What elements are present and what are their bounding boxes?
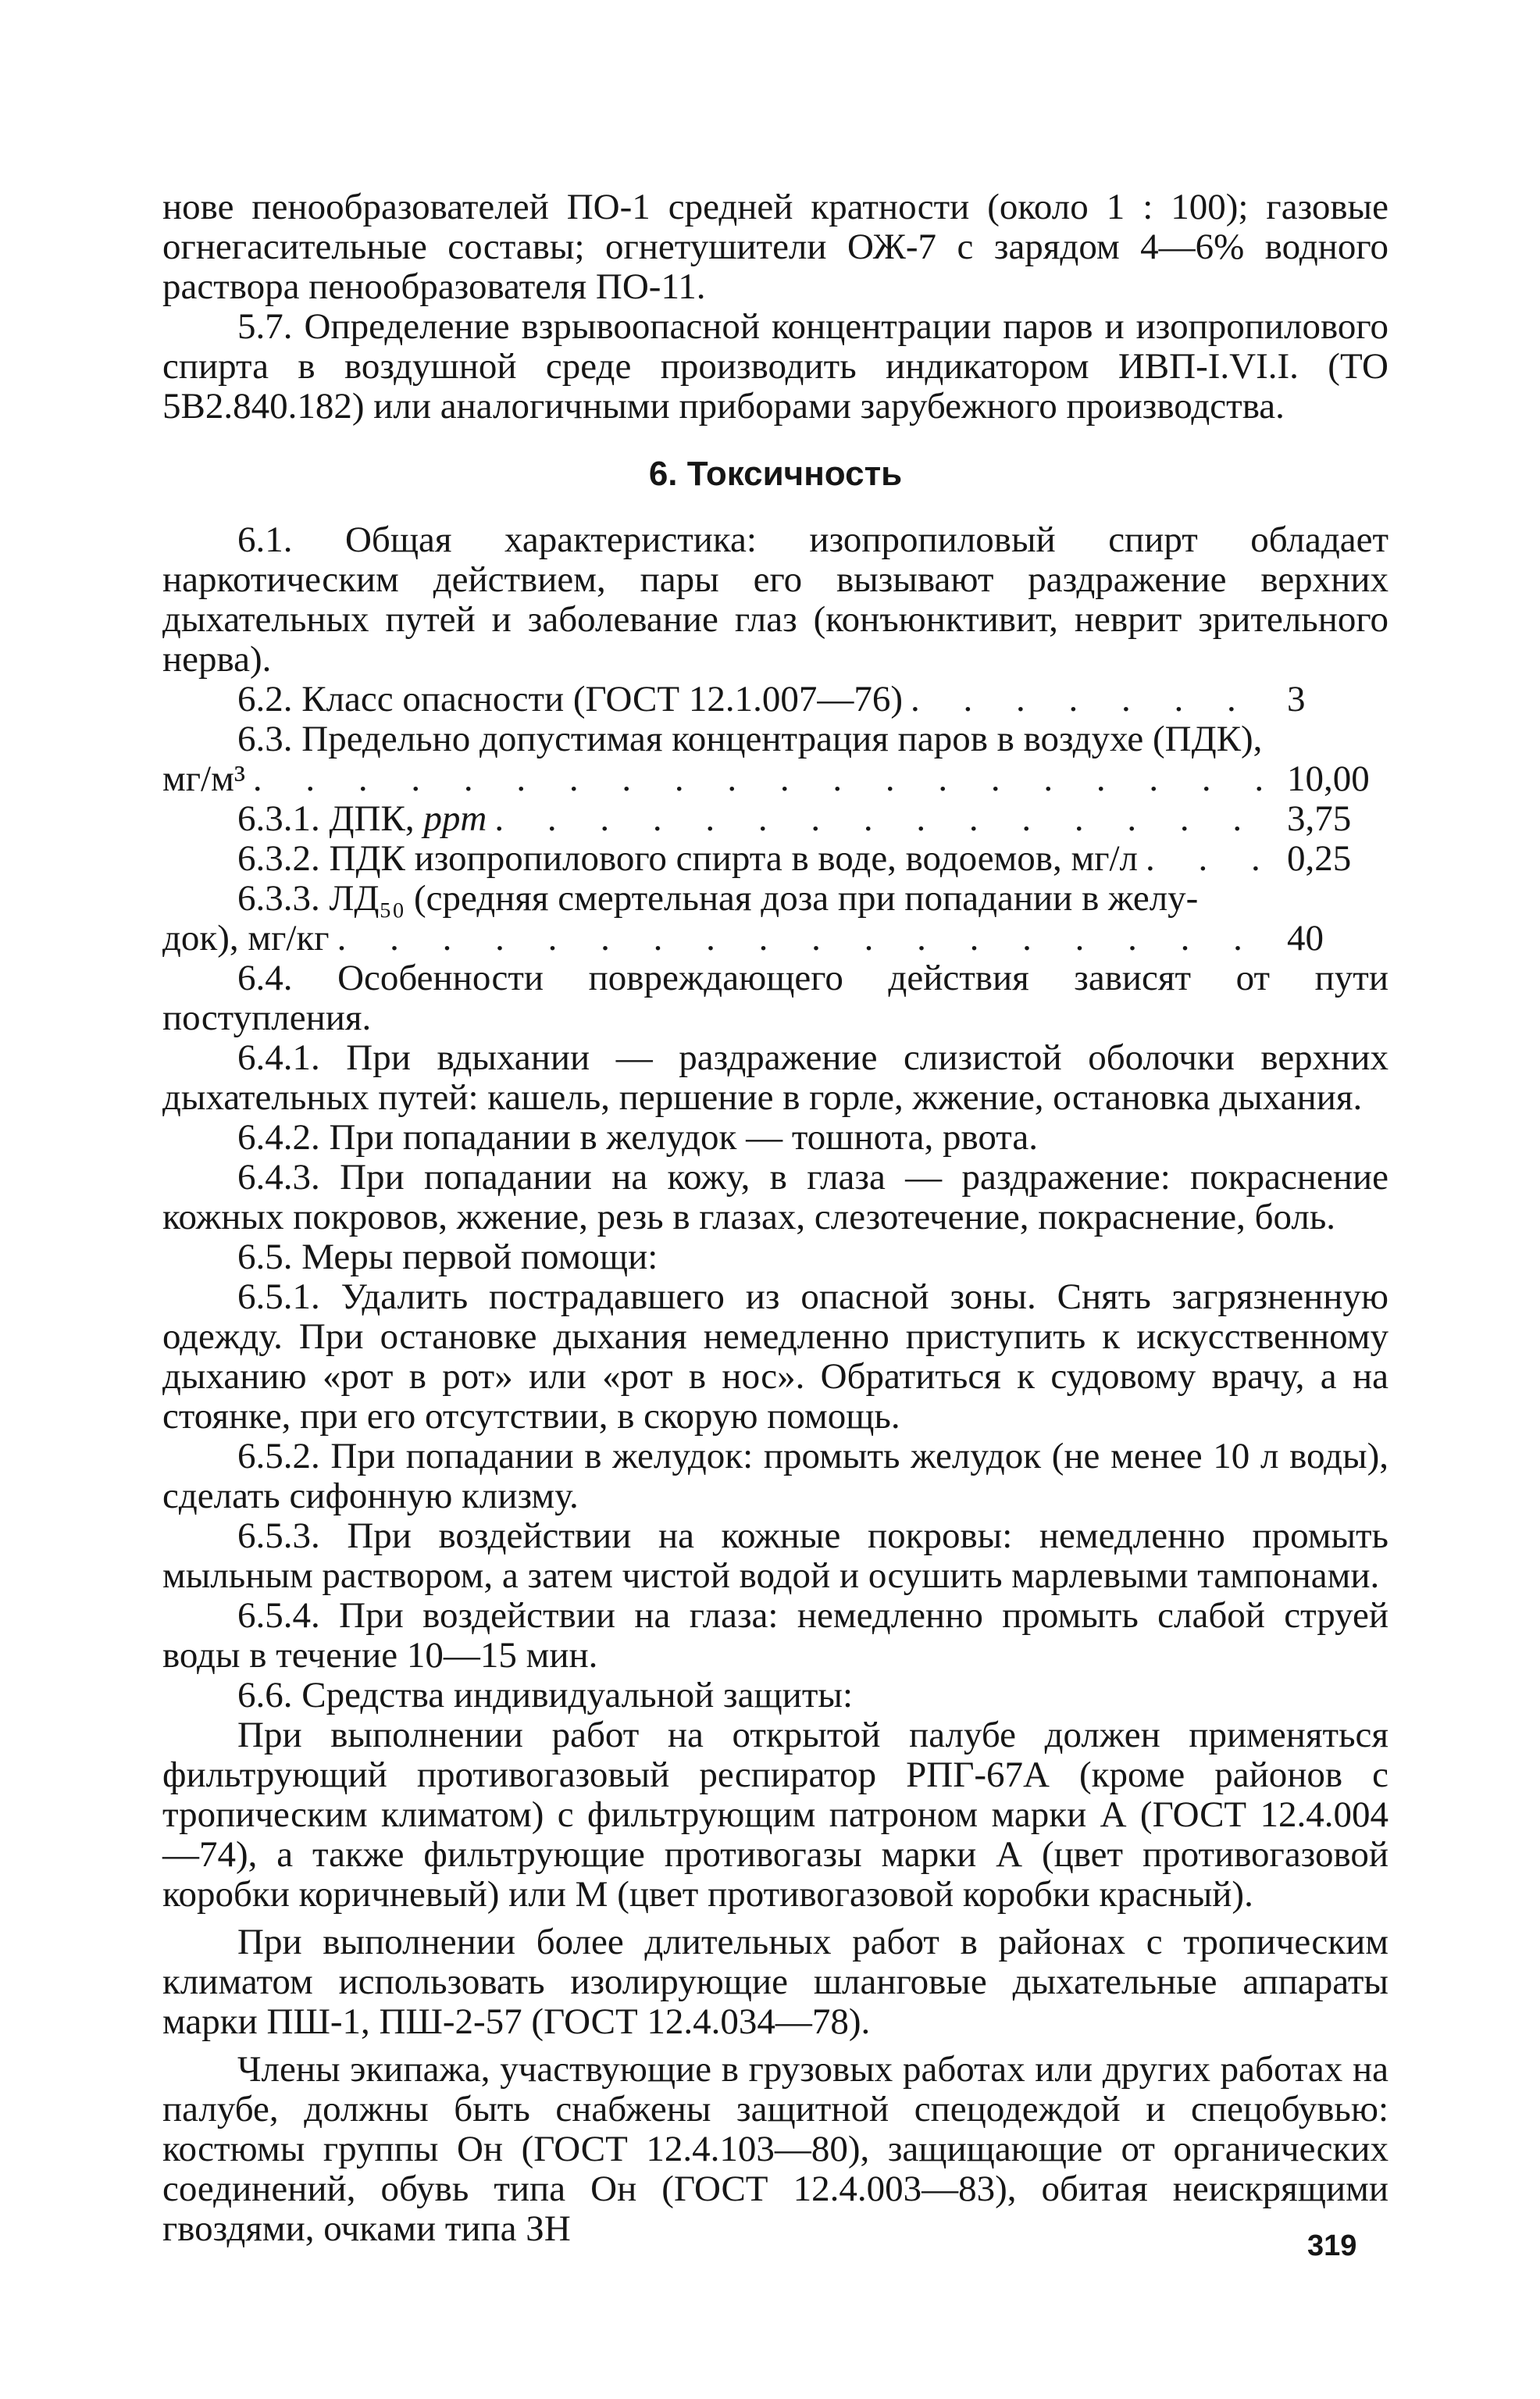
paragraph-5-7: 5.7. Определение взрывоопасной концентрации паров и изопропилового спирта в воздушной среде производить индикатором ИВП-I.VI.I. (ТО 5В2.840.182) или аналогичными приборами зарубежного производства. (162, 306, 1388, 427)
item-6-3-1-label: 6.3.1. ДПК, (237, 798, 415, 839)
item-6-3-3-label: док), мг/кг (162, 918, 330, 959)
paragraph-6-4-3: 6.4.3. При попадании на кожу, в глаза — раздражение: покраснение кожных покровов, жжение, резь в глазах, слезотечение, покраснение, боль. (162, 1157, 1388, 1237)
item-6-3-3-value: 40 (1287, 918, 1324, 959)
paragraph-6-5-1: 6.5.1. Удалить пострадавшего из опасной зоны. Снять загрязненную одежду. При остановке дыхания немедленно приступить к искусственному дыханию «рот в рот» или «рот в нос». Обратиться к судовому врачу, а на стоянке, при его отсутствии, в скорую помощь. (162, 1276, 1388, 1437)
item-6-3-2-label: 6.3.2. ПДК изопропилового спирта в воде, водоемов, мг/л (237, 838, 1139, 879)
item-6-3-2 (162, 839, 1388, 879)
paragraph-6-5-4: 6.5.4. При воздействии на глаза: немедленно промыть слабой струей воды в течение 10—15 мин. (162, 1595, 1388, 1676)
item-6-3-2-value: 0,25 (1287, 838, 1352, 879)
item-6-3-3 (162, 919, 1388, 959)
paragraph-ppe-hose-apparatus: При выполнении более длительных работ в районах с тропическим климатом использовать изолирующие шланговые дыхательные аппараты марки ПШ-1, ПШ-2-57 (ГОСТ 12.4.034—78). (162, 1922, 1388, 2042)
section-title: 6. Токсичность (648, 455, 903, 493)
item-6-3 (162, 759, 1388, 799)
item-6-3-line1: 6.3. Предельно допустимая концентрация паров в воздухе (ПДК), (237, 719, 1263, 759)
item-6-3-value: 10,00 (1287, 759, 1370, 799)
paragraph-6-1: 6.1. Общая характеристика: изопропиловый спирт обладает наркотическим действием, пары его вызывают раздражение верхних дыхательных путей и заболевание глаз (конъюнктивит, неврит зрительного нерва). (162, 519, 1388, 680)
paragraph-6-5: 6.5. Меры первой помощи: (237, 1237, 658, 1277)
leader-dots (911, 680, 1279, 719)
item-6-3-1-value: 3,75 (1287, 798, 1352, 839)
leader-dots (494, 799, 1279, 839)
page-body (162, 187, 1388, 2249)
paragraph-6-4: 6.4. Особенности повреждающего действия зависят от пути поступления. (162, 958, 1388, 1038)
item-6-2-value: 3 (1287, 679, 1306, 719)
item-6-3-1-unit: ppm (423, 798, 487, 839)
page-number: 319 (1307, 2229, 1357, 2262)
item-6-3-3-line1: 6.3.3. ЛД₅₀ (средняя смертельная доза при попадании в желу- (237, 878, 1199, 919)
paragraph-6-4-1: 6.4.1. При вдыхании — раздражение слизистой оболочки верхних дыхательных путей: кашель, першение в горле, жжение, остановка дыхания. (162, 1037, 1388, 1118)
paragraph-6-5-3: 6.5.3. При воздействии на кожные покровы: немедленно промыть мыльным раствором, а затем чистой водой и осушить марлевыми тампонами. (162, 1515, 1388, 1596)
paragraph-6-5-2: 6.5.2. При попадании в желудок: промыть желудок (не менее 10 л воды), сделать сифонную клизму. (162, 1436, 1388, 1516)
paragraph-6-4-2: 6.4.2. При попадании в желудок — тошнота, рвота. (237, 1117, 1038, 1158)
paragraph-ppe-respirator: При выполнении работ на открытой палубе должен применяться фильтрующий противогазовый респиратор РПГ-67А (кроме районов с тропическим климатом) с фильтрующим патроном марки А (ГОСТ 12.4.004—74), а также фильтрующие противогазы марки А (цвет противогазовой коробки коричневый) или М (цвет противогазовой коробки красный). (162, 1715, 1388, 1915)
paragraph-foam-extinguishers: нове пенообразователей ПО-1 средней кратности (около 1 : 100); газовые огнегасительные составы; огнетушители ОЖ-7 с зарядом 4—6% водного раствора пенообразователя ПО-11. (162, 187, 1388, 307)
paragraph-ppe-clothing: Члены экипажа, участвующие в грузовых работах или других работах на палубе, должны быть снабжены защитной спецодеждой и спецобувью: костюмы группы Он (ГОСТ 12.4.103—80), защищающие от органических соединений, обувь типа Он (ГОСТ 12.4.003—83), обитая неискрящими гвоздями, очками типа ЗН (162, 2049, 1388, 2249)
leader-dots (337, 919, 1279, 959)
item-6-3-unit: мг/м³ (162, 759, 245, 799)
paragraph-6-6: 6.6. Средства индивидуальной защиты: (237, 1675, 854, 1715)
item-6-3-1 (162, 799, 1388, 839)
leader-dots (1146, 839, 1279, 879)
item-6-2 (162, 680, 1388, 719)
item-6-2-label: 6.2. Класс опасности (ГОСТ 12.1.007—76) (237, 679, 904, 719)
leader-dots (253, 759, 1279, 799)
